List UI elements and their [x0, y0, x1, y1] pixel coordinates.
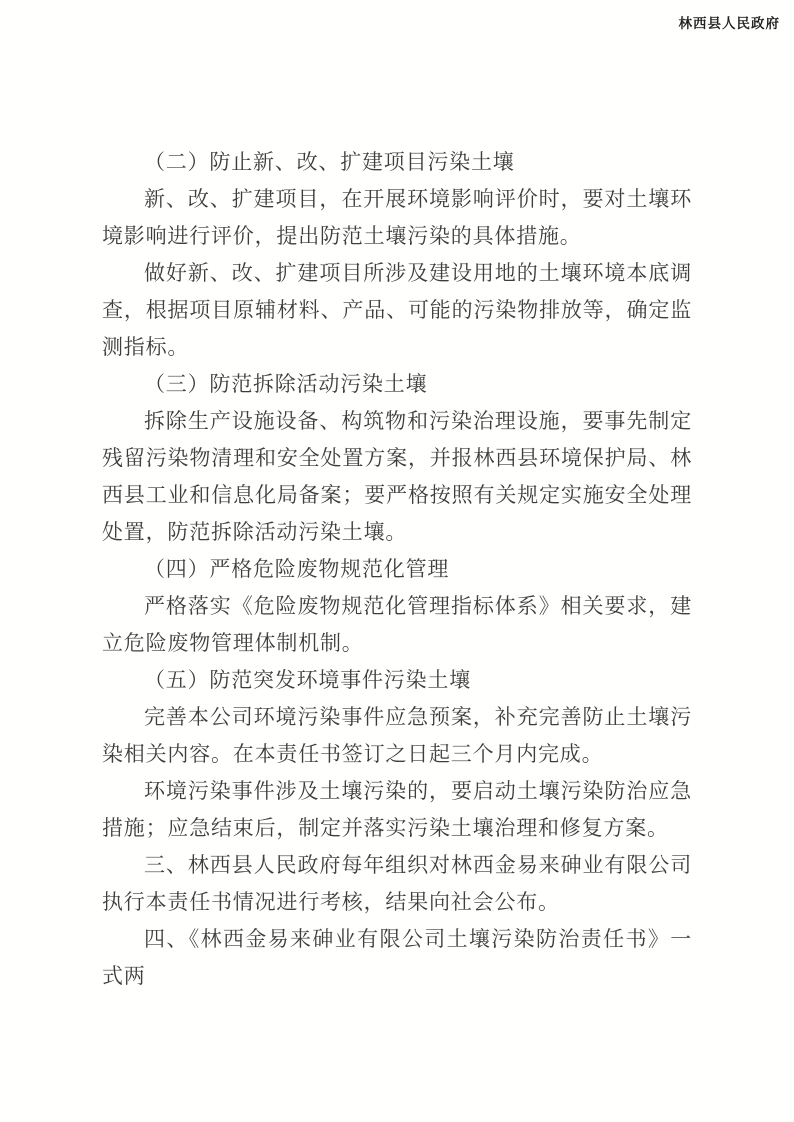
paragraph: 环境污染事件涉及土壤污染的，要启动土壤污染防治应急措施；应急结束后，制定并落实污染土壤治理和修复方案。	[102, 779, 692, 840]
paragraph: 四、《林西金易来砷业有限公司土壤污染防治责任书》一式两	[102, 927, 692, 988]
document-body	[102, 144, 692, 995]
page-header-agency-name: 林西县人民政府	[678, 16, 780, 31]
section-heading: （四）严格危险废物规范化管理	[144, 557, 450, 581]
section-heading: （三）防范拆除活动污染土壤	[144, 372, 428, 396]
paragraph: 做好新、改、扩建项目所涉及建设用地的土壤环境本底调查，根据项目原辅材料、产品、可能的污染物排放等，确定监测指标。	[102, 261, 692, 359]
paragraph: 严格落实《危险废物规范化管理指标体系》相关要求，建立危险废物管理体制机制。	[102, 594, 692, 655]
paragraph: 完善本公司环境污染事件应急预案，补充完善防止土壤污染相关内容。在本责任书签订之日起三个月内完成。	[102, 705, 692, 766]
section-heading: （二）防止新、改、扩建项目污染土壤	[144, 150, 515, 174]
paragraph: 三、林西县人民政府每年组织对林西金易来砷业有限公司执行本责任书情况进行考核，结果向社会公布。	[102, 853, 692, 914]
paragraph: 新、改、扩建项目，在开展环境影响评价时，要对土壤环境影响进行评价，提出防范土壤污染的具体措施。	[102, 187, 692, 248]
section-heading: （五）防范突发环境事件污染土壤	[144, 668, 471, 692]
paragraph: 拆除生产设施设备、构筑物和污染治理设施，要事先制定残留污染物清理和安全处置方案，并报林西县环境保护局、林西县工业和信息化局备案；要严格按照有关规定实施安全处理处置，防范拆除活动污染土壤。	[102, 409, 692, 544]
